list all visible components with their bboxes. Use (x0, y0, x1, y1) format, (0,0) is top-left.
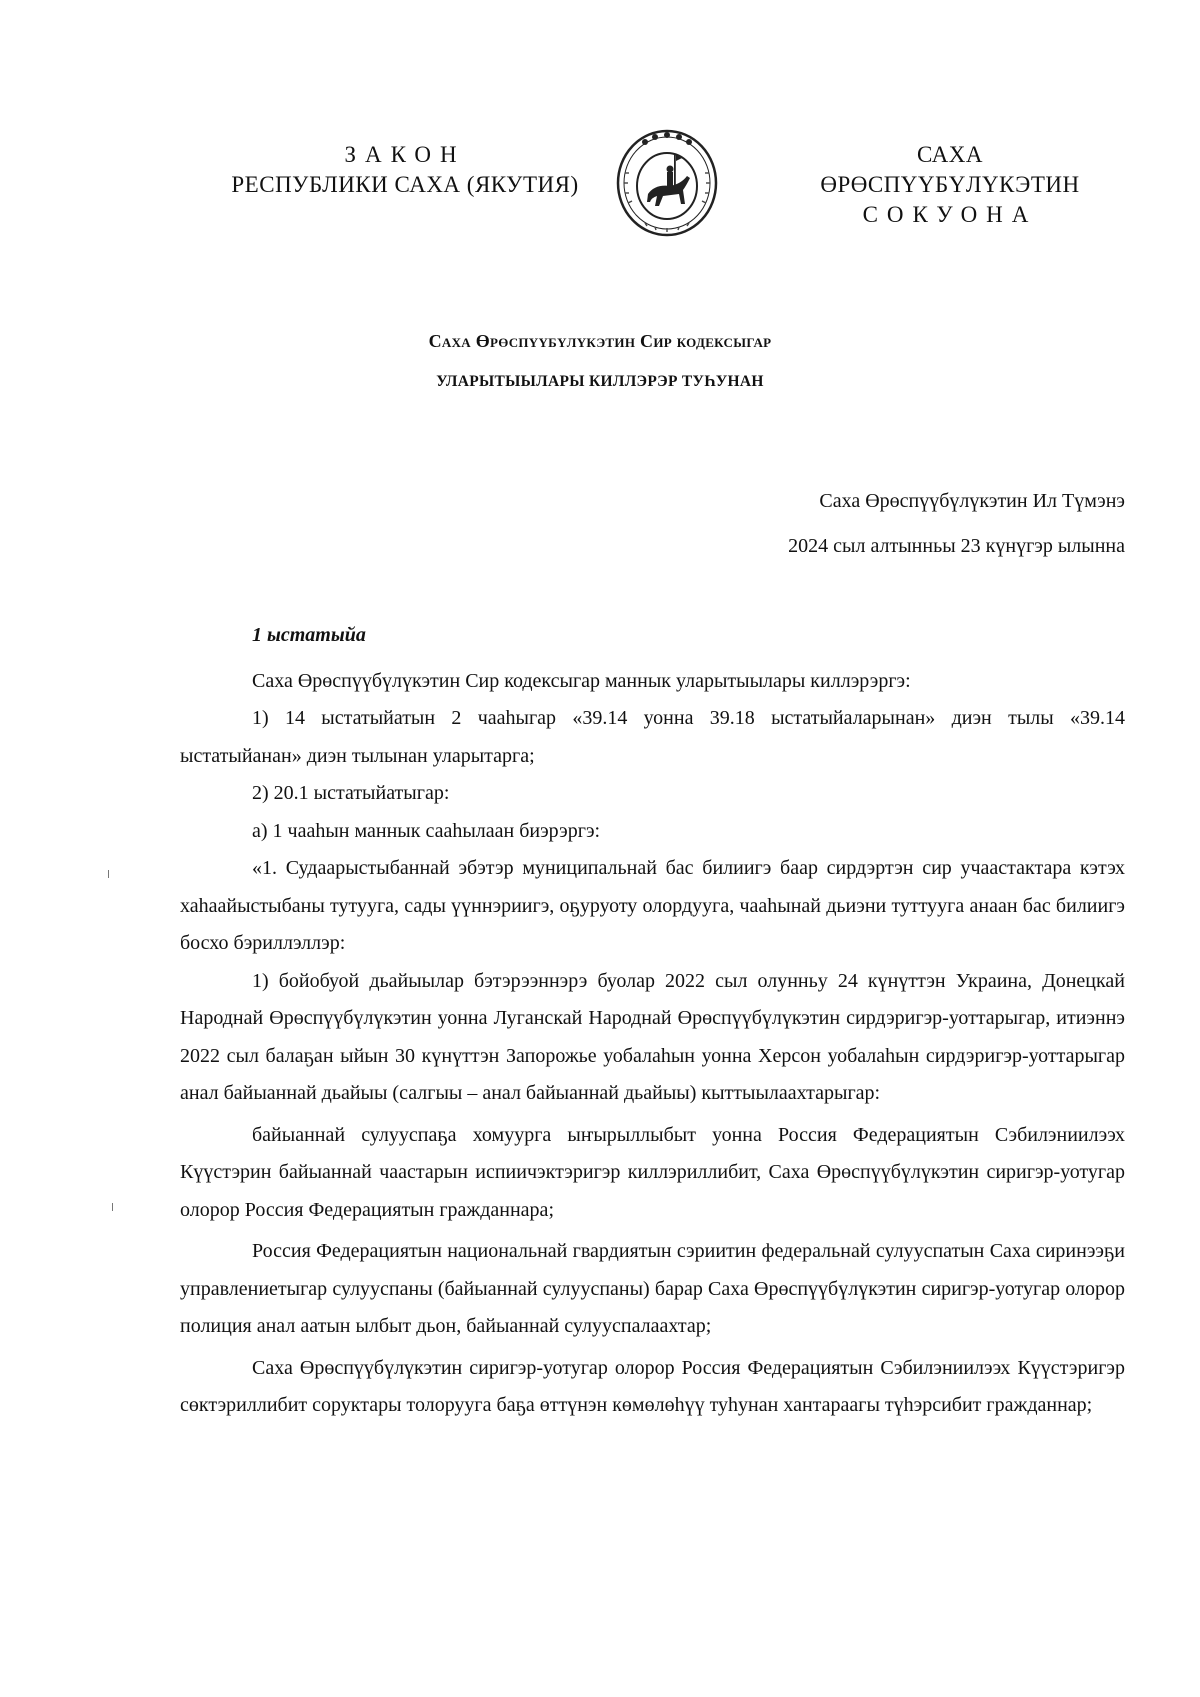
body-paragraph: Саха Өрөспүүбүлүкэтин Сир кодексыгар маннык уларытыылары киллэрэргэ: (252, 669, 911, 692)
header-left-republic: РЕСПУБЛИКИ САХА (ЯКУТИЯ) (231, 172, 579, 197)
body-paragraph: Саха Өрөспүүбүлүкэтин сиригэр-уотугар олорор Россия Федерациятын Сэбилэниилээх Күүстэригэр сөктэриллибит соруктары толорууга баҕа өттүнэн көмөлөһүү туһунан хантараагы түһэрсибит гражданнар; (180, 1356, 1125, 1416)
body-paragraph: 2) 20.1 ыстатыйатыгар: (252, 782, 450, 804)
document-title-line-1: Саха Өрөспүүбүлүкэтин Сир кодексыгар (428, 331, 772, 351)
header-right-republic: САХА ӨРӨСПҮҮБҮЛҮКЭТИН (820, 142, 1080, 197)
scan-mark (112, 1203, 113, 1211)
sakha-coat-of-arms-emblem-icon (615, 128, 719, 238)
header-right-law: СОКУОНА (862, 202, 1038, 227)
body-paragraph: 1) бойобуой дьайыылар бэтэрээннэрэ буолар 2022 сыл олунньу 24 күнүттэн Украина, Донецкай Народнай Өрөспүүбүлүкэтин уонна Луганскай Народнай Өрөспүүбүлүкэтин сирдэригэр-уоттарыгар, итиэннэ 2022 сыл балаҕан ыйын 30 күнүттэн Запорожье уобалаһын уонна Херсон уобалаһын сирдэригэр-уоттарыгар анал байыаннай дьайыы (салгыы – анал байыаннай дьайыы) кыттыылаахтарыгар: (180, 969, 1125, 1104)
adoption-date: 2024 сыл алтынньы 23 күнүгэр ылынна (788, 535, 1125, 557)
adoption-body: Саха Өрөспүүбүлүкэтин Ил Түмэнэ (819, 490, 1125, 512)
header-left (215, 140, 595, 200)
header-right (785, 140, 1115, 230)
body-paragraph: 1) 14 ыстатыйатын 2 чааһыгар «39.14 уонна 39.18 ыстатыйаларынан» диэн тылы «39.14 ыстатыйанан» диэн тылынан уларытарга; (180, 707, 1125, 767)
document-title-line-2: УЛАРЫТЫЫЛАРЫ КИЛЛЭРЭР ТУҺУНАН (436, 373, 764, 390)
body-paragraph: байыаннай сулууспаҕа хомуурга ыҥырыллыбыт уонна Россия Федерациятын Сэбилэниилээх Күүстэрин байыаннай чаастарын испиичэктэригэр киллэриллибит, Саха Өрөспүүбүлүкэтин сиригэр-уотугар олорор Россия Федерациятын гражданнара; (180, 1123, 1125, 1221)
body-paragraph: Россия Федерациятын национальнай гвардиятын сэриитин федеральнай сулууспатын Саха сиринээҕи управлениетыгар сулууспаны (байыаннай сулууспаны) барар Саха Өрөспүүбүлүкэтин сиригэр-уотугар олорор полиция анал аатын ылбыт дьон, байыаннай сулууспалаахтар; (180, 1240, 1125, 1337)
body-paragraph: «1. Судаарыстыбаннай эбэтэр муниципальнай бас билиигэ баар сирдэртэн сир учаастактара кэтэх хаһаайыстыбаны тутууга, сады үүннэриигэ, оҕуруоту олордууга, чааһынай дьиэни туттууга анаан бас билиигэ босхо бэриллэллэр: (180, 857, 1125, 954)
body-paragraph: а) 1 чааһын маннык сааһылаан биэрэргэ: (252, 819, 601, 842)
header-left-law: ЗАКОН (344, 142, 466, 167)
article-heading: 1 ыстатыйа (252, 624, 366, 646)
document-body (180, 617, 1125, 1425)
scan-mark (108, 870, 109, 878)
